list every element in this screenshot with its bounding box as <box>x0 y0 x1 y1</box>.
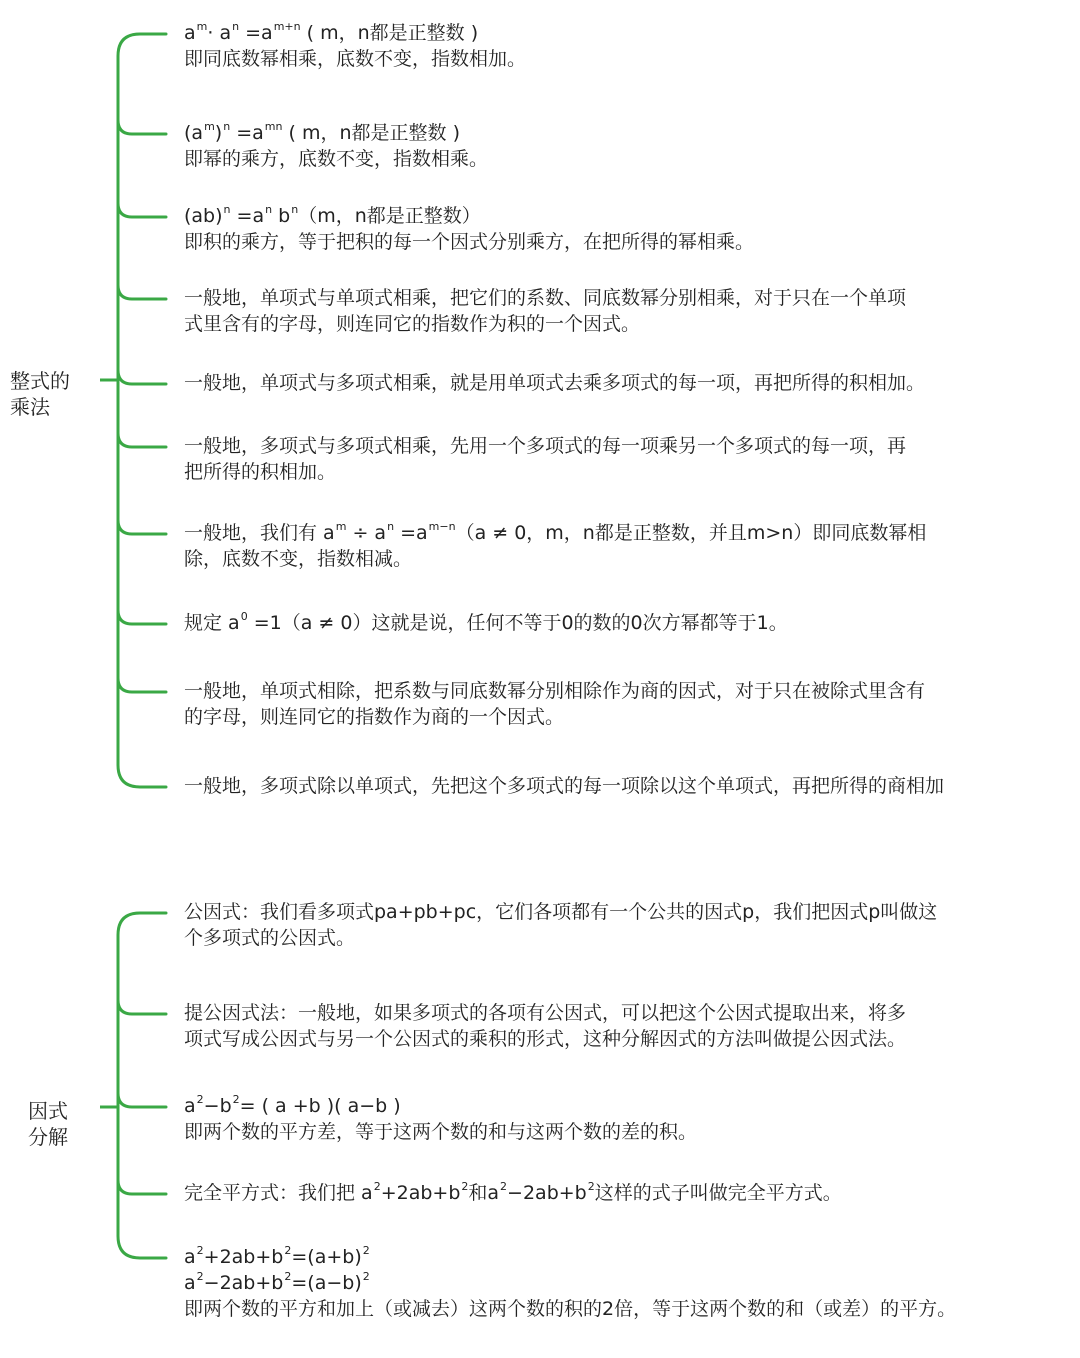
text-segment: 即两个数的平方和加上（或减去）这两个数的积的2倍，等于这两个数的和（或差）的平方。 <box>184 1298 957 1320</box>
factorization-bracket-branch <box>118 1093 166 1107</box>
text-segment: =a <box>230 122 264 144</box>
factorization-bracket-branch <box>118 1000 166 1014</box>
multiplication-bracket-branch <box>118 120 166 134</box>
multiplication-item <box>184 678 1080 730</box>
item-line <box>184 1000 1080 1026</box>
text-segment: (a <box>184 122 204 144</box>
multiplication-item <box>184 120 1080 172</box>
exponent: n <box>223 203 231 216</box>
factorization-item <box>184 1244 1080 1322</box>
text-segment: ÷ a <box>346 522 387 544</box>
text-segment: 的字母，则连同它的指数作为商的一个因式。 <box>184 706 565 728</box>
factorization-item <box>184 1000 1080 1052</box>
multiplication-item <box>184 520 1080 572</box>
exponent: 2 <box>284 1270 292 1283</box>
text-segment: −2ab+b <box>203 1272 284 1294</box>
label-line: 乘法 <box>10 395 50 419</box>
item-line <box>184 370 1080 396</box>
text-segment: +2ab+b <box>380 1182 461 1204</box>
item-line <box>184 1093 1080 1119</box>
text-segment: =a <box>230 205 265 227</box>
text-segment: 除，底数不变，指数相减。 <box>184 548 413 570</box>
text-segment: （a ≠ 0，m，n都是正整数，并且m>n）即同底数幂相 <box>455 522 927 544</box>
text-segment: 一般地，多项式除以单项式，先把这个多项式的每一项除以这个单项式，再把所得的商相加 <box>184 775 945 797</box>
text-segment: · a <box>207 22 232 44</box>
item-line <box>184 1270 1080 1296</box>
text-segment: ) <box>214 122 223 144</box>
item-line <box>184 704 1080 730</box>
text-segment: 这样的式子叫做完全平方式。 <box>594 1182 842 1204</box>
multiplication-bracket-stem <box>118 34 166 787</box>
exponent: 2 <box>500 1180 508 1193</box>
factorization-bracket-stem <box>118 913 166 1258</box>
text-segment: −b <box>203 1095 232 1117</box>
text-segment: 即两个数的平方差，等于这两个数的和与这两个数的差的积。 <box>184 1121 698 1143</box>
item-line <box>184 546 1080 572</box>
multiplication-item <box>184 433 1080 485</box>
text-segment: a <box>184 1272 196 1294</box>
exponent: 2 <box>284 1244 292 1257</box>
text-segment: 一般地，单项式与单项式相乘，把它们的系数、同底数幂分别相乘，对于只在一个单项 <box>184 287 907 309</box>
item-line <box>184 120 1080 146</box>
text-segment: 即同底数幂相乘，底数不变，指数相加。 <box>184 48 527 70</box>
item-line <box>184 311 1080 337</box>
multiplication-bracket-branch <box>118 610 166 624</box>
multiplication-item <box>184 20 1080 72</box>
text-segment: 式里含有的字母，则连同它的指数作为积的一个因式。 <box>184 313 641 335</box>
item-line <box>184 925 1080 951</box>
text-segment: ( m，n都是正整数 ) <box>282 122 460 144</box>
multiplication-item <box>184 285 1080 337</box>
text-segment: 把所得的积相加。 <box>184 461 337 483</box>
item-line <box>184 678 1080 704</box>
exponent: n <box>223 120 231 133</box>
section-label-factorization <box>28 1098 68 1150</box>
multiplication-bracket-branch <box>118 678 166 692</box>
exponent: 2 <box>232 1093 240 1106</box>
text-segment: a <box>184 1246 196 1268</box>
item-line <box>184 46 1080 72</box>
item-line <box>184 203 1080 229</box>
exponent: n <box>232 20 240 33</box>
text-segment: =a <box>239 22 273 44</box>
label-line: 整式的 <box>10 369 70 393</box>
text-segment: =1（a ≠ 0）这就是说，任何不等于0的数的0次方幂都等于1。 <box>247 612 788 634</box>
text-segment: 一般地，单项式相除，把系数与同底数幂分别相除作为商的因式，对于只在被除式里含有 <box>184 680 926 702</box>
multiplication-item <box>184 370 1080 396</box>
text-segment: 提公因式法：一般地，如果多项式的各项有公因式，可以把这个公因式提取出来，将多 <box>184 1002 907 1024</box>
text-segment: +2ab+b <box>203 1246 284 1268</box>
exponent: m−n <box>428 520 456 533</box>
text-segment: （m，n都是正整数） <box>298 205 481 227</box>
section-label-multiplication <box>10 368 70 420</box>
exponent: 2 <box>461 1180 469 1193</box>
multiplication-bracket-branch <box>118 203 166 217</box>
exponent: m <box>204 120 215 133</box>
multiplication-bracket-branch <box>118 433 166 447</box>
text-segment: 即幂的乘方，底数不变，指数相乘。 <box>184 148 489 170</box>
item-line <box>184 773 1080 799</box>
item-line <box>184 459 1080 485</box>
label-line: 因式 <box>28 1099 68 1123</box>
text-segment: ( m，n都是正整数 ) <box>300 22 479 44</box>
multiplication-bracket-branch <box>118 370 166 384</box>
text-segment: 个多项式的公因式。 <box>184 927 356 949</box>
item-line <box>184 285 1080 311</box>
text-segment: 一般地，我们有 a <box>184 522 335 544</box>
text-segment: a <box>184 22 196 44</box>
exponent: 2 <box>587 1180 595 1193</box>
exponent: mn <box>264 120 283 133</box>
text-segment: 和a <box>468 1182 500 1204</box>
text-segment: =(a−b) <box>291 1272 362 1294</box>
factorization-item <box>184 899 1080 951</box>
exponent: m+n <box>273 20 301 33</box>
exponent: 2 <box>373 1180 381 1193</box>
exponent: 2 <box>362 1270 370 1283</box>
text-segment: 规定 a <box>184 612 240 634</box>
text-segment: −2ab+b <box>507 1182 587 1204</box>
factorization-item <box>184 1180 1080 1206</box>
text-segment: 一般地，多项式与多项式相乘，先用一个多项式的每一项乘另一个多项式的每一项，再 <box>184 435 907 457</box>
factorization-bracket-branch <box>118 1180 166 1194</box>
text-segment: b <box>272 205 291 227</box>
factorization-item <box>184 1093 1080 1145</box>
text-segment: a <box>184 1095 196 1117</box>
multiplication-item <box>184 610 1080 636</box>
text-segment: 公因式：我们看多项式pa+pb+pc，它们各项都有一个公共的因式p，我们把因式p叫做这 <box>184 901 938 923</box>
text-segment: 一般地，单项式与多项式相乘，就是用单项式去乘多项式的每一项，再把所得的积相加。 <box>184 372 926 394</box>
exponent: 2 <box>362 1244 370 1257</box>
exponent: n <box>387 520 395 533</box>
exponent: n <box>291 203 299 216</box>
text-segment: 即积的乘方，等于把积的每一个因式分别乘方，在把所得的幂相乘。 <box>184 231 755 253</box>
exponent: 2 <box>196 1270 204 1283</box>
multiplication-bracket-branch <box>118 285 166 299</box>
item-line <box>184 229 1080 255</box>
exponent: 0 <box>240 610 248 623</box>
text-segment: =(a+b) <box>291 1246 362 1268</box>
item-line <box>184 1180 1080 1206</box>
item-line <box>184 146 1080 172</box>
exponent: 2 <box>196 1244 204 1257</box>
multiplication-item <box>184 203 1080 255</box>
item-line <box>184 1296 1080 1322</box>
multiplication-item <box>184 773 1080 799</box>
multiplication-bracket-branch <box>118 520 166 534</box>
label-line: 分解 <box>28 1125 68 1149</box>
text-segment: 项式写成公因式与另一个公因式的乘积的形式，这种分解因式的方法叫做提公因式法。 <box>184 1028 907 1050</box>
text-segment: =a <box>394 522 428 544</box>
exponent: 2 <box>196 1093 204 1106</box>
item-line <box>184 610 1080 636</box>
item-line <box>184 1119 1080 1145</box>
item-line <box>184 1244 1080 1270</box>
text-segment: (ab) <box>184 205 223 227</box>
text-segment: = ( a +b )( a−b ) <box>239 1095 401 1117</box>
item-line <box>184 20 1080 46</box>
text-segment: 完全平方式：我们把 a <box>184 1182 373 1204</box>
item-line <box>184 899 1080 925</box>
item-line <box>184 1026 1080 1052</box>
exponent: m <box>196 20 208 33</box>
exponent: m <box>335 520 347 533</box>
item-line <box>184 433 1080 459</box>
item-line <box>184 520 1080 546</box>
exponent: n <box>265 203 273 216</box>
